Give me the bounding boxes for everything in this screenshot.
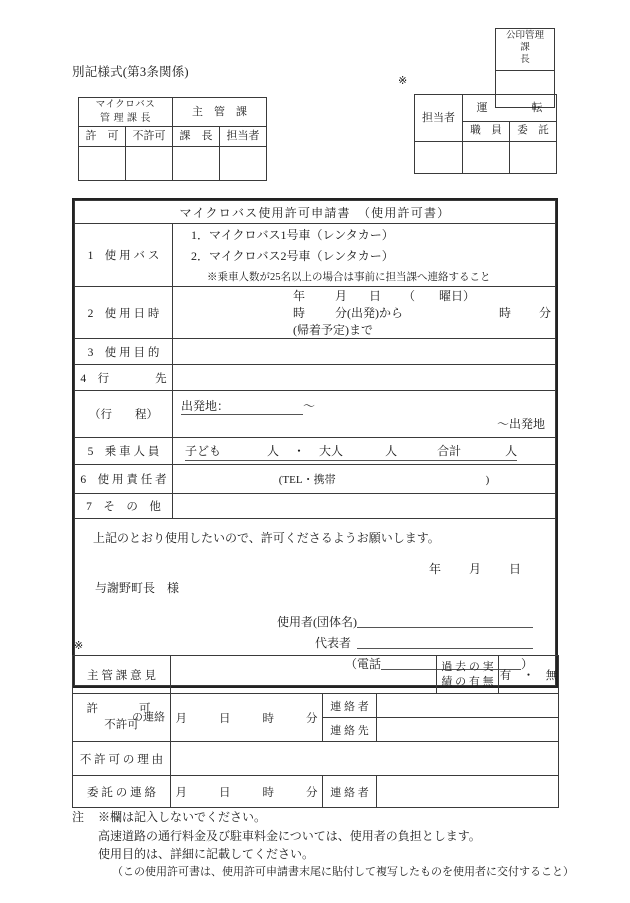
label-contact-address: 連 絡 先 <box>323 718 377 742</box>
datetime-year: 年 <box>293 289 306 303</box>
field-use-purpose[interactable] <box>173 339 556 365</box>
approval-cell-deny-label: 不許可 <box>126 127 173 147</box>
label-entrust-contact: 委 託 の 連 絡 <box>73 776 171 808</box>
approval-cell-staff-label: 担当者 <box>220 127 267 147</box>
note-line-1: ※欄は記入しないでください。 <box>98 810 267 824</box>
microbus-label-line1: マイクロバス <box>95 99 156 110</box>
permit-hour: 時 <box>262 712 274 725</box>
entrust-day: 日 <box>219 786 231 799</box>
approval-right-driving-header: 運 転 <box>463 95 557 122</box>
signature-user-label: 使用者(団体名) <box>277 615 357 629</box>
table-row <box>79 147 267 181</box>
approval-right-stamp-employee[interactable] <box>463 142 510 174</box>
datetime-hour-depart: 時 <box>293 306 306 320</box>
form-title: マイクロバス使用許可申請書 （使用許可書） <box>75 201 556 224</box>
passengers-children-unit: 人 <box>267 443 280 458</box>
approval-stamp-chief[interactable] <box>173 147 220 181</box>
table-row <box>75 391 556 438</box>
approval-right-stamp-staff[interactable] <box>415 142 463 174</box>
approval-table-left <box>78 97 267 181</box>
seal-box-header <box>496 29 567 71</box>
label-destination: 4 行 先 <box>75 365 173 391</box>
past-record-line2: 績 の 有 無 <box>441 675 494 688</box>
approval-stamp-deny[interactable] <box>126 147 173 181</box>
table-row <box>75 494 556 519</box>
datetime-hour-return: 時 <box>499 306 512 320</box>
label-entrust-contact-person: 連 絡 者 <box>323 776 377 808</box>
permit-minute: 分 <box>306 712 318 725</box>
field-contact-person[interactable] <box>377 694 559 718</box>
label-department-opinion: 主 管 課 意 見 <box>73 656 171 694</box>
past-record-line1: 過 去 の 実 <box>441 661 494 674</box>
approval-left-header-microbus <box>79 98 173 127</box>
seal-box-line2: 課 長 <box>520 42 567 65</box>
signature-rep-label: 代表者 <box>314 636 351 650</box>
label-passengers: 5 乗 車 人 員 <box>75 438 173 465</box>
datetime-minute-depart: 分(出発)から <box>335 306 404 320</box>
field-permit-datetime[interactable] <box>171 694 323 742</box>
signature-rep-input[interactable] <box>357 635 533 649</box>
label-permit-contact <box>73 694 171 742</box>
label-other: 7 そ の 他 <box>75 494 173 519</box>
bus-capacity-note: ※乗車人数が25名以上の場合は事前に担当課へ連絡すること <box>207 272 491 283</box>
signature-user-row[interactable] <box>75 612 533 633</box>
field-destination[interactable] <box>173 365 556 391</box>
bus-option-2[interactable]: 2．マイクロバス2号車（レンタカー） <box>191 249 394 263</box>
label-contact-person: 連 絡 者 <box>323 694 377 718</box>
note-head-label: 注 <box>72 810 85 824</box>
permit-day: 日 <box>219 712 231 725</box>
table-row <box>75 287 556 339</box>
itinerary-start-line <box>173 393 555 415</box>
permit-month: 月 <box>175 712 187 725</box>
seal-box-line1: 公印管理 <box>505 31 544 41</box>
permit-label-line2: 不許可 <box>104 718 139 731</box>
approval-cell-chief-label: 課 長 <box>173 127 220 147</box>
datetime-date-line <box>173 287 555 304</box>
field-past-record[interactable]: 有 ・ 無 <box>499 656 559 694</box>
responsible-tel-label: (TEL・携帯 <box>278 474 336 486</box>
approval-left-header-department: 主 管 課 <box>173 98 267 127</box>
kome-marker-office: ※ <box>74 640 84 652</box>
table-row <box>415 142 557 174</box>
datetime-weekday: （ 曜日） <box>403 289 476 303</box>
table-row <box>75 224 556 287</box>
office-use-table <box>72 655 559 808</box>
label-reject-reason: 不 許 可 の 理 由 <box>73 742 171 776</box>
datetime-time-line <box>173 304 555 338</box>
declaration-month: 月 <box>468 562 481 576</box>
note-line-4: （この使用許可書は、使用許可申請書末尾に貼付して複写したものを使用者に交付すること） <box>112 865 574 878</box>
table-row <box>73 742 559 776</box>
microbus-label-line2: 管 理 課 長 <box>100 112 151 124</box>
declaration-text: 上記のとおり使用したいので、許可くださるようお願いします。 <box>93 531 440 545</box>
label-use-purpose: 3 使 用 目 的 <box>75 339 173 365</box>
itinerary-start-underline[interactable] <box>181 397 303 415</box>
entrust-month: 月 <box>175 786 187 799</box>
declaration-addressee: 与謝野町長 様 <box>95 581 180 595</box>
field-entrust-datetime[interactable] <box>171 776 323 808</box>
field-entrust-contact-person[interactable] <box>377 776 559 808</box>
passengers-total-unit: 人 <box>505 443 518 458</box>
passengers-underline[interactable] <box>185 442 517 461</box>
itinerary-tilde: 〜 <box>303 399 316 413</box>
table-row <box>75 438 556 465</box>
label-responsible-person: 6 使 用 責 任 者 <box>75 465 173 494</box>
entrust-hour: 時 <box>262 786 274 799</box>
passengers-line <box>173 442 555 461</box>
field-itinerary[interactable] <box>173 391 556 438</box>
label-use-bus: 1 使 用 バ ス <box>75 224 173 287</box>
approval-right-stamp-entrust[interactable] <box>510 142 557 174</box>
footer-notes <box>72 808 592 881</box>
datetime-minute-return: 分(帰着予定)まで <box>293 306 552 337</box>
table-row <box>415 95 557 122</box>
signature-user-input[interactable] <box>357 614 533 628</box>
main-permit-form <box>72 198 558 688</box>
approval-right-staff-header: 担当者 <box>415 95 463 142</box>
approval-right-entrust-label: 委 託 <box>510 122 557 142</box>
declaration-year: 年 <box>428 562 441 576</box>
responsible-tel-close: ) <box>485 474 490 486</box>
signature-tel-close: ） <box>520 657 533 671</box>
table-row <box>75 465 556 494</box>
itinerary-end-label: 〜出発地 <box>496 417 545 431</box>
table-row <box>75 339 556 365</box>
field-use-datetime[interactable] <box>173 287 556 339</box>
field-reject-reason[interactable] <box>171 742 559 776</box>
approval-right-employee-label: 職 員 <box>463 122 510 142</box>
label-itinerary: （行 程） <box>75 391 173 438</box>
field-passengers[interactable] <box>173 438 556 465</box>
permit-label-suffix: の連絡 <box>132 711 165 724</box>
passengers-adults-unit: 人 <box>385 443 398 458</box>
note-row-1 <box>72 808 592 827</box>
form-number: 別記様式(第3条関係) <box>72 65 189 79</box>
note-line-3: 使用目的は、詳細に記載してください。 <box>98 847 315 862</box>
approval-table-right <box>414 94 557 174</box>
table-row <box>73 656 559 694</box>
itinerary-start-label: 出発地： <box>181 399 230 413</box>
table-row <box>75 365 556 391</box>
passengers-dot: ・ <box>293 443 306 458</box>
field-other[interactable] <box>173 494 556 519</box>
entrust-minute: 分 <box>306 786 318 799</box>
signature-tel-open: （電話 <box>344 657 381 671</box>
datetime-month: 月 <box>335 289 348 303</box>
table-row <box>75 201 556 224</box>
signature-rep-row[interactable] <box>75 633 533 654</box>
kome-marker-top: ※ <box>398 75 408 87</box>
datetime-day: 日 <box>369 289 382 303</box>
permit-label-line1: 許 可 <box>86 702 157 715</box>
approval-stamp-permit[interactable] <box>79 147 126 181</box>
label-use-datetime: 2 使 用 日 時 <box>75 287 173 339</box>
note-line-2: 高速道路の通行料金及び駐車料金については、使用者の負担とします。 <box>98 828 481 843</box>
field-contact-address[interactable] <box>377 718 559 742</box>
field-responsible-person[interactable] <box>173 465 556 494</box>
table-row <box>73 694 559 718</box>
passengers-adults-label: 大人 <box>319 443 344 458</box>
declaration-date-line[interactable] <box>75 560 555 577</box>
label-past-record <box>437 656 499 694</box>
bus-option-1[interactable]: 1．マイクロバス1号車（レンタカー） <box>191 228 394 242</box>
passengers-children-label: 子ども <box>185 443 222 458</box>
field-department-opinion[interactable] <box>171 656 437 694</box>
responsible-tel-line <box>173 471 555 487</box>
table-row <box>73 776 559 808</box>
passengers-total-label: 合計 <box>437 443 462 458</box>
declaration-day: 日 <box>508 562 521 576</box>
field-use-bus[interactable] <box>173 224 556 287</box>
approval-stamp-staff[interactable] <box>220 147 267 181</box>
table-row <box>79 127 267 147</box>
approval-cell-permit-label: 許 可 <box>79 127 126 147</box>
table-row <box>79 98 267 127</box>
